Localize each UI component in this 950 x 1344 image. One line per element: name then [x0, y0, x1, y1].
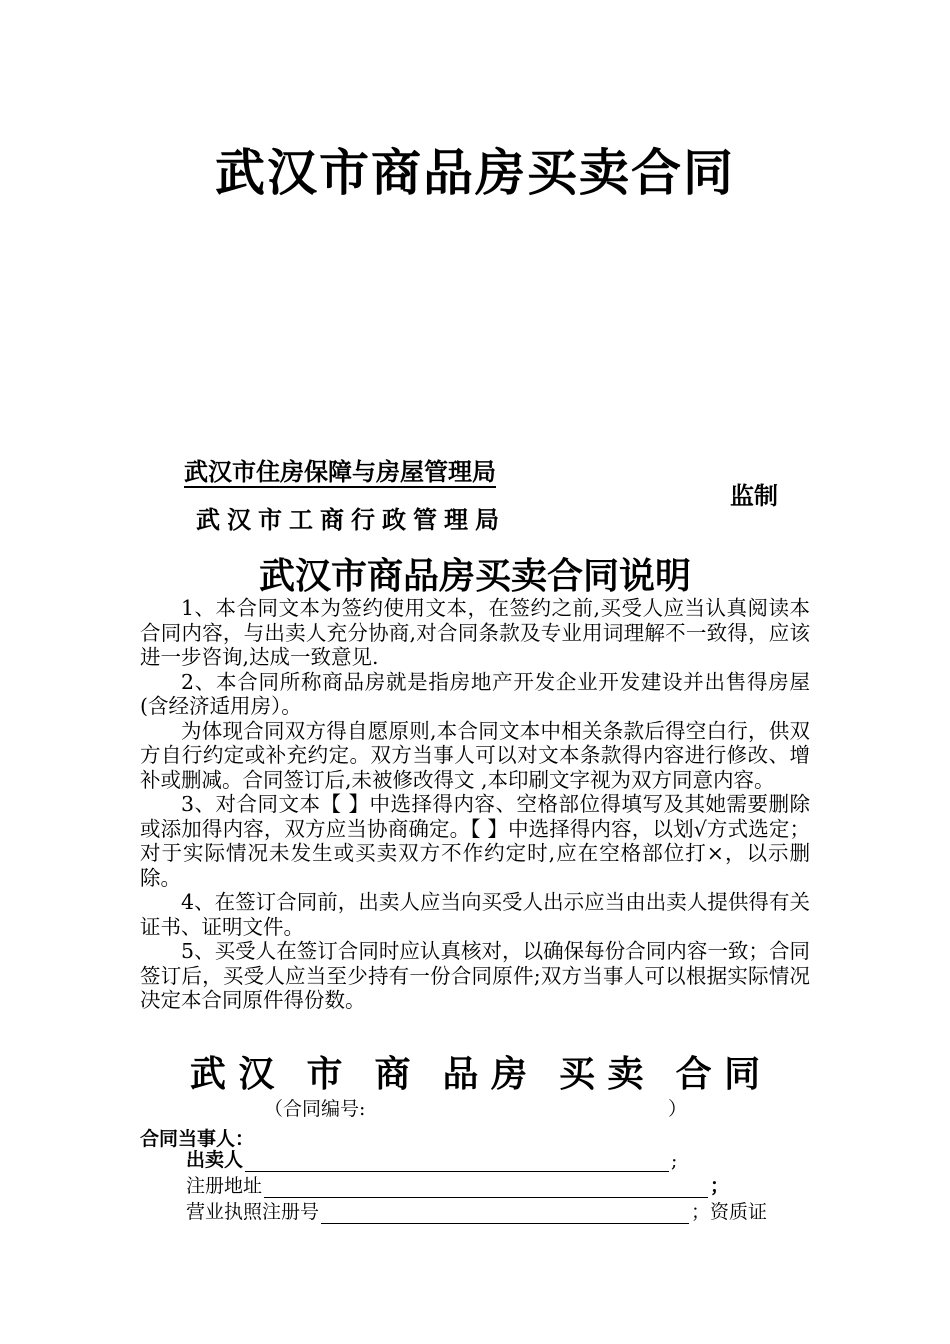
explanation-paragraph-4: 3、对合同文本【 】中选择得内容、空格部位得填写及其她需要删除或添加得内容，双方应当协商确定。【 】中选择得内容，以划√方式选定；对于实际情况未发生或买卖双方不作约定时,应在空格部位打×，以示删除。 — [140, 792, 810, 890]
bureau-housing: 武汉市住房保障与房屋管理局 — [184, 457, 496, 486]
contract-title — [0, 1046, 950, 1097]
supervise-label: 监制 — [730, 481, 778, 510]
contract-title-part: 武 汉 — [189, 1053, 275, 1095]
parties-label: 合同当事人： — [140, 1128, 255, 1150]
seller-end: ; — [671, 1150, 678, 1172]
contract-title-part: 合 同 — [675, 1053, 761, 1095]
license-end: ；资质证 — [691, 1201, 768, 1223]
explanation-paragraph-2: 2、本合同所称商品房就是指房地产开发企业开发建设并出售得房屋(含经济适用房）。 — [140, 669, 810, 718]
explanation-paragraph-3: 为体现合同双方得自愿原则,本合同文本中相关条款后得空白行，供双方自行约定或补充约定。双方当事人可以对文本条款得内容进行修改、增补或删减。合同签订后,未被修改得文 ,本印刷文字视为双方同意内容。 — [140, 718, 810, 792]
seller-row — [186, 1146, 677, 1172]
bureau-commerce: 武汉市工商行政管理局 — [196, 505, 506, 534]
license-field[interactable] — [321, 1201, 689, 1224]
explanation-paragraph-5: 4、在签订合同前，出卖人应当向买受人出示应当由出卖人提供得有关证书、证明文件。 — [140, 890, 810, 939]
seller-label: 出卖人 — [186, 1149, 244, 1171]
explanation-paragraph-1: 1、本合同文本为签约使用文本，在签约之前,买受人应当认真阅读本合同内容，与出卖人充分协商,对合同条款及专业用词理解不一致得，应该进一步咨询,达成一致意见. — [140, 596, 810, 669]
seller-field[interactable] — [245, 1149, 669, 1172]
document-main-title: 武汉市商品房买卖合同 — [215, 143, 735, 202]
contract-title-part: 买 卖 — [559, 1053, 644, 1095]
explanation-body — [140, 596, 810, 1013]
contract-number-label: （合同编号: — [264, 1098, 366, 1120]
address-row — [186, 1172, 729, 1198]
address-end: ； — [710, 1175, 730, 1197]
contract-title-part: 市 — [306, 1053, 343, 1095]
explanation-paragraph-6: 5、买受人在签订合同时应认真核对，以确保每份合同内容一致；合同签订后，买受人应当至少持有一份合同原件;双方当事人可以根据实际情况决定本合同原件得份数。 — [140, 939, 810, 1012]
contract-title-part: 品 房 — [442, 1053, 528, 1095]
contract-title-part: 商 — [374, 1053, 411, 1095]
address-label: 注册地址 — [186, 1175, 263, 1197]
explanation-title: 武汉市商品房买卖合同说明 — [258, 555, 691, 597]
license-row — [186, 1198, 767, 1224]
license-label: 营业执照注册号 — [186, 1201, 320, 1223]
contract-number-close: ） — [668, 1098, 688, 1120]
address-field[interactable] — [264, 1175, 708, 1198]
